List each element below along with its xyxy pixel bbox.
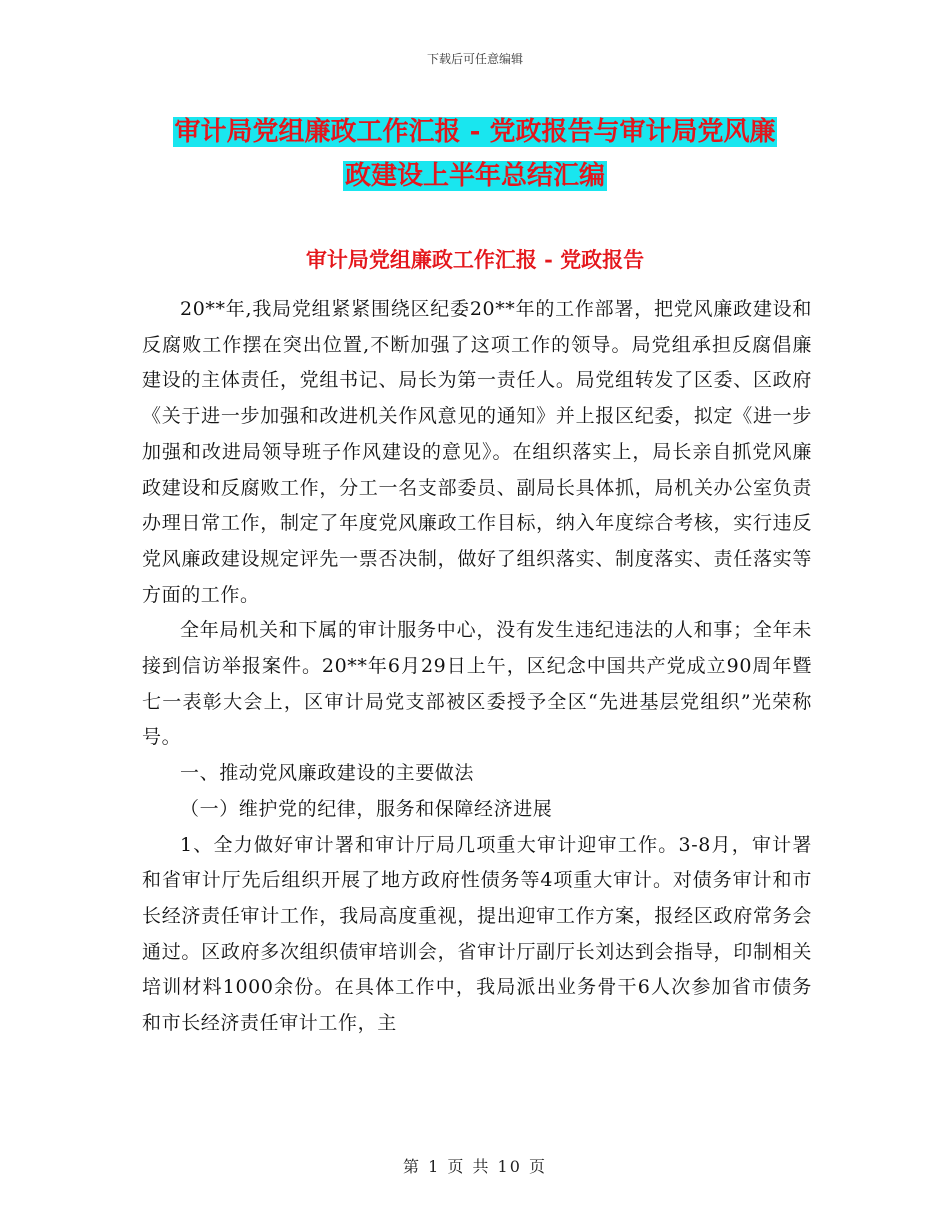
paragraph-3: 1、全力做好审计署和审计厅局几项重大审计迎审工作。3-8月，审计署和省审计厅先后组织开展了地方政府性债务等4项重大审计。对债务审计和市长经济责任审计工作，我局高度重视，提出迎审工作方案，报经区政府常务会通过。区政府多次组织债审培训会，省审计厅副厅长刘达到会指导，印制相关培训材料1000余份。在具体工作中，我局派出业务骨干6人次参加省市债务和市长经济责任审计工作，主	[142, 833, 812, 1035]
page-number: 第 1 页 共 10 页	[403, 1157, 547, 1176]
body-text	[142, 292, 812, 1042]
main-title	[130, 110, 820, 198]
heading-1: 一、推动党风廉政建设的主要做法	[180, 762, 475, 785]
main-title-line-1: 审计局党组廉政工作汇报 - 党政报告与审计局党风廉	[174, 117, 776, 147]
heading-1-1: （一）维护党的纪律，服务和保障经济进展	[180, 797, 553, 820]
paragraph-1: 20**年,我局党组紧紧围绕区纪委20**年的工作部署，把党风廉政建设和反腐败工作摆在突出位置,不断加强了这项工作的领导。局党组承担反腐倡廉建设的主体责任，党组书记、局长为第一责任人。局党组转发了区委、区政府《关于进一步加强和改进机关作风意见的通知》并上报区纪委，拟定《进一步加强和改进局领导班子作风建设的意见》。在组织落实上，局长亲自抓党风廉政建设和反腐败工作，分工一名支部委员、副局长具体抓，局机关办公室负责办理日常工作，制定了年度党风廉政工作目标，纳入年度综合考核，实行违反党风廉政建设规定评先一票否决制，做好了组织落实、制度落实、责任落实等方面的工作。	[142, 298, 812, 606]
main-title-line-2: 政建设上半年总结汇编	[344, 161, 605, 191]
paragraph-2: 全年局机关和下属的审计服务中心，没有发生违纪违法的人和事；全年未接到信访举报案件。20**年6月29日上午，区纪念中国共产党成立90周年暨七一表彰大会上，区审计局党支部被区委授予全区“先进基层党组织”光荣称号。	[142, 619, 812, 749]
section-title: 审计局党组廉政工作汇报 - 党政报告	[305, 247, 645, 272]
header-note: 下载后可任意编辑	[426, 52, 523, 66]
